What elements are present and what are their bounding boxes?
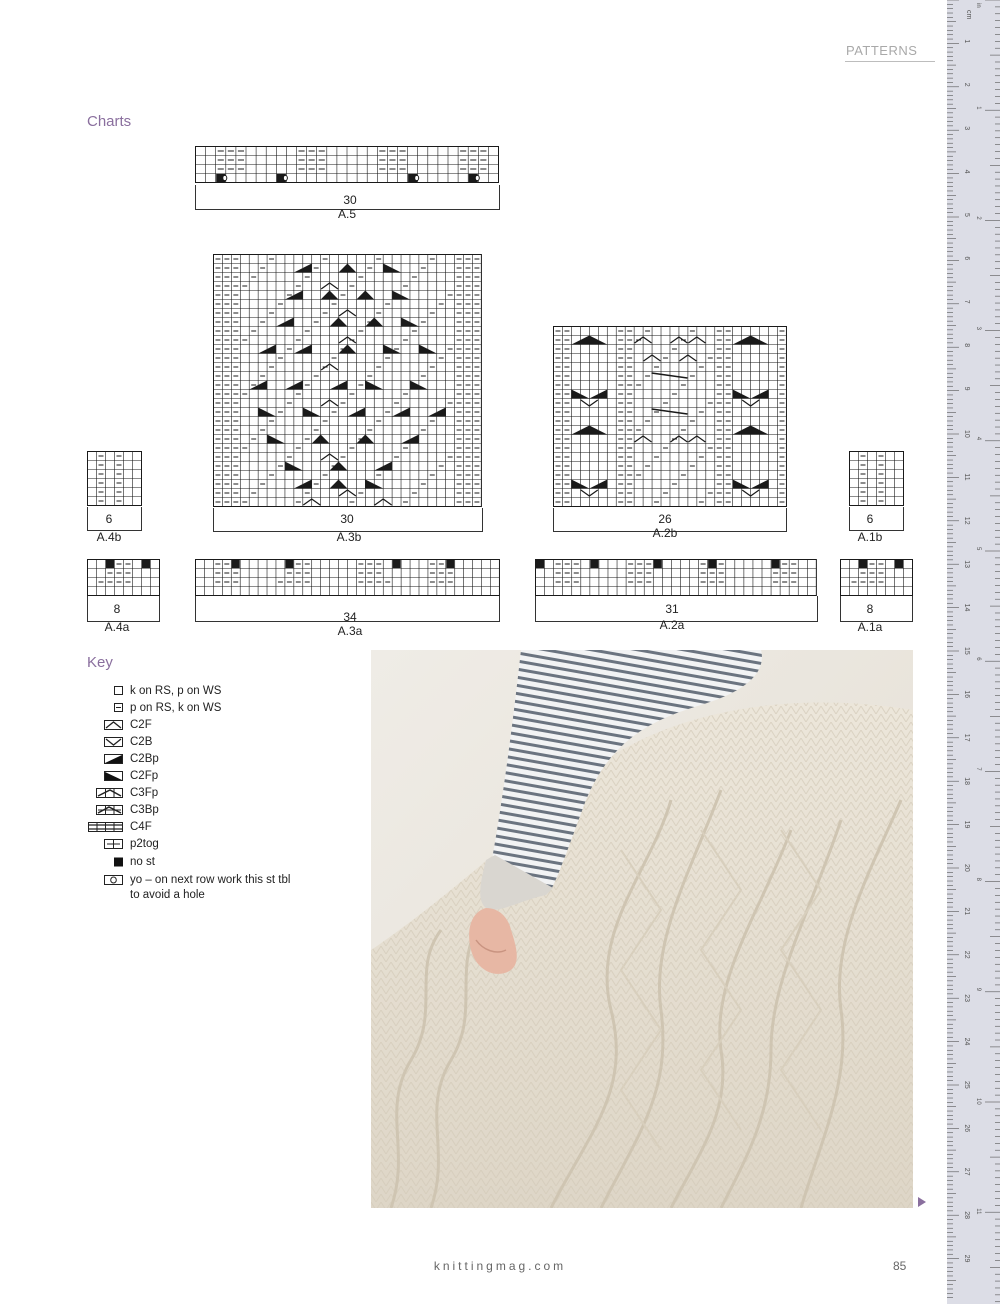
chart-a3b-stitch-count: 30 [340, 512, 354, 526]
ruler-in-label: 7 [975, 767, 981, 771]
chart-a1a [840, 559, 914, 596]
chart-a5-name: A.5 [337, 207, 356, 221]
ruler-cm-label: 5 [963, 213, 970, 217]
purl-dash-icon [88, 702, 128, 719]
chart-a3b [213, 254, 483, 508]
page-number: 85 [893, 1259, 907, 1273]
chart-a1a-grid [840, 559, 914, 596]
c2b-cable-icon [88, 736, 128, 753]
ruler-cm-label: 19 [963, 820, 970, 829]
chart-a5 [195, 146, 500, 183]
c3fp-cable-icon [88, 787, 128, 804]
c4f-cable-icon [88, 821, 128, 838]
ruler-cm-label: 23 [963, 994, 970, 1002]
chart-a4a-grid [87, 559, 161, 596]
section-rule [845, 61, 935, 62]
ruler-in-unit: in [975, 3, 981, 8]
ruler-cm-label: 17 [963, 733, 970, 742]
ruler-cm-label: 2 [963, 82, 970, 87]
ruler-cm-label: 7 [963, 299, 970, 304]
ruler-cm-label: 21 [963, 907, 970, 916]
chart-a5-stitch-count: 30 [343, 193, 357, 207]
ruler-cm-label: 12 [963, 516, 970, 525]
next-page-arrow-icon[interactable] [918, 1197, 926, 1207]
ruler-cm-label: 16 [963, 690, 970, 699]
chart-a3a-stitch-count: 34 [343, 610, 357, 624]
baby-blanket-photo [371, 650, 913, 1208]
ruler-cm-label: 18 [963, 777, 970, 785]
ruler-cm-label: 3 [963, 126, 970, 131]
chart-a4b-grid [87, 451, 143, 507]
c2bp-cable-icon [88, 753, 128, 770]
ruler-in-label: 9 [975, 987, 981, 992]
charts-heading: Charts [87, 113, 132, 130]
ruler-cm-label: 8 [963, 343, 970, 348]
chart-a1b-name: A.1b [857, 530, 883, 544]
ruler-cm-label: 4 [963, 169, 970, 174]
ruler-cm-label: 25 [963, 1081, 970, 1089]
chart-a4b [87, 451, 143, 507]
ruler-cm-label: 27 [963, 1167, 970, 1176]
yarn-over-icon [88, 874, 128, 891]
ruler-cm-label: 26 [963, 1124, 970, 1133]
ruler-in-label: 1 [975, 106, 981, 110]
chart-a3a [195, 559, 501, 596]
p2tog-icon [88, 838, 128, 855]
chart-a1b [849, 451, 905, 507]
chart-a4a-stitch-count: 8 [113, 602, 121, 616]
ruler-cm-label: 20 [963, 864, 970, 872]
ruler-cm-unit: cm [965, 10, 972, 20]
chart-a2b-stitch-count: 26 [658, 512, 672, 526]
c2fp-cable-icon [88, 770, 128, 787]
chart-a2a-grid [535, 559, 819, 596]
chart-a2a-name: A.2a [659, 618, 685, 632]
ruler-cm-label: 28 [963, 1211, 970, 1219]
ruler-in-label: 4 [975, 436, 981, 441]
ruler-in-label: 5 [975, 547, 981, 551]
ruler-cm-label: 13 [963, 560, 970, 568]
ruler-cm-label: 29 [963, 1254, 970, 1263]
ruler-in-label: 6 [975, 657, 981, 661]
c2f-cable-icon [88, 719, 128, 736]
chart-a3b-name: A.3b [336, 530, 362, 544]
no-stitch-icon [88, 856, 128, 873]
ruler-cm-label: 9 [963, 386, 970, 391]
chart-a4b-stitch-count: 6 [105, 512, 113, 526]
chart-a3b-grid [213, 254, 483, 508]
chart-a1a-stitch-count: 8 [866, 602, 874, 616]
knit-square-icon [88, 685, 128, 702]
ruler-in-label: 3 [975, 326, 981, 330]
ruler-cm-label: 14 [963, 603, 970, 612]
chart-a2b [553, 326, 788, 508]
chart-a2b-grid [553, 326, 788, 508]
ruler-cm-label: 10 [963, 430, 970, 438]
chart-a5-grid [195, 146, 500, 183]
chart-a2a-stitch-count: 31 [665, 602, 679, 616]
key-heading: Key [87, 654, 113, 671]
page-ruler [947, 0, 1000, 1304]
ruler-in-label: 10 [975, 1098, 981, 1105]
chart-a2a [535, 559, 819, 596]
chart-a4a [87, 559, 161, 596]
ruler-cm-label: 11 [963, 473, 970, 481]
chart-a2b-name: A.2b [652, 526, 678, 540]
ruler-in-label: 2 [975, 216, 981, 220]
chart-a1b-grid [849, 451, 905, 507]
chart-a4b-name: A.4b [96, 530, 122, 544]
ruler-cm-label: 24 [963, 1037, 970, 1046]
chart-a1a-name: A.1a [857, 620, 883, 634]
c3bp-cable-icon [88, 804, 128, 821]
ruler-cm-label: 22 [963, 950, 970, 959]
ruler-in-label: 8 [975, 877, 981, 881]
chart-a3a-name: A.3a [337, 624, 363, 638]
ruler-in-label: 11 [975, 1208, 981, 1215]
chart-a4a-name: A.4a [104, 620, 130, 634]
ruler-cm-label: 6 [963, 256, 970, 261]
ruler-cm-label: 15 [963, 647, 970, 655]
chart-a1b-stitch-count: 6 [866, 512, 874, 526]
section-tag: PATTERNS [846, 43, 918, 58]
footer-site: knittingmag.com [433, 1259, 567, 1273]
chart-a3a-grid [195, 559, 501, 596]
ruler-cm-label: 1 [963, 39, 970, 44]
